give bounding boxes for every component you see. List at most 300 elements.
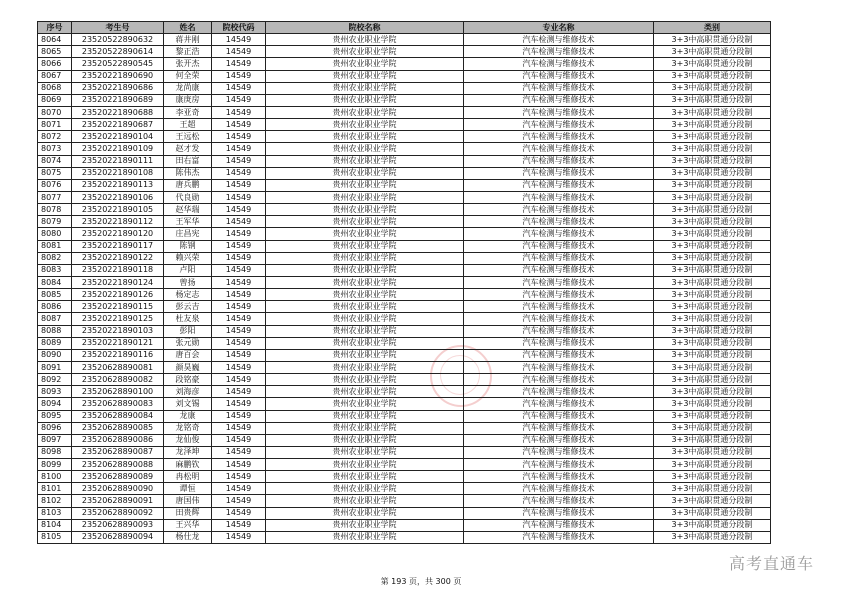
cell-exam-id: 23520221890120 [72,228,164,240]
cell-school-name: 贵州农业职业学院 [266,446,464,458]
cell-major: 汽车检测与维修技术 [464,34,654,46]
cell-seq: 8093 [38,386,72,398]
cell-name: 王军华 [164,216,212,228]
cell-name: 张元勋 [164,337,212,349]
cell-school-code: 14549 [212,228,266,240]
cell-school-code: 14549 [212,264,266,276]
cell-school-code: 14549 [212,301,266,313]
cell-seq: 8079 [38,216,72,228]
table-row [38,386,771,398]
cell-category: 3+3中高职贯通分段制 [654,410,771,422]
cell-name: 王远松 [164,131,212,143]
cell-school-code: 14549 [212,216,266,228]
cell-category: 3+3中高职贯通分段制 [654,386,771,398]
cell-exam-id: 23520628890092 [72,507,164,519]
cell-category: 3+3中高职贯通分段制 [654,191,771,203]
admission-table [37,21,771,544]
cell-major: 汽车检测与维修技术 [464,58,654,70]
cell-seq: 8097 [38,434,72,446]
table-row [38,483,771,495]
cell-name: 代良勋 [164,191,212,203]
cell-seq: 8068 [38,82,72,94]
cell-name: 唐兵鹏 [164,179,212,191]
cell-major: 汽车检测与维修技术 [464,325,654,337]
table-row [38,507,771,519]
cell-name: 龙仙俊 [164,434,212,446]
table-row [38,325,771,337]
cell-seq: 8098 [38,446,72,458]
cell-name: 刘文锡 [164,398,212,410]
cell-seq: 8077 [38,191,72,203]
cell-school-name: 贵州农业职业学院 [266,301,464,313]
cell-name: 陈伟杰 [164,167,212,179]
table-row [38,70,771,82]
cell-seq: 8092 [38,374,72,386]
cell-school-code: 14549 [212,495,266,507]
cell-exam-id: 23520628890082 [72,374,164,386]
cell-category: 3+3中高职贯通分段制 [654,167,771,179]
cell-exam-id: 23520522890545 [72,58,164,70]
cell-school-code: 14549 [212,289,266,301]
col-header-major: 专业名称 [464,22,654,34]
cell-school-name: 贵州农业职业学院 [266,459,464,471]
cell-school-name: 贵州农业职业学院 [266,361,464,373]
cell-major: 汽车检测与维修技术 [464,495,654,507]
cell-category: 3+3中高职贯通分段制 [654,301,771,313]
cell-school-code: 14549 [212,240,266,252]
cell-school-code: 14549 [212,325,266,337]
table-row [38,240,771,252]
cell-category: 3+3中高职贯通分段制 [654,361,771,373]
cell-exam-id: 23520221890687 [72,119,164,131]
cell-seq: 8094 [38,398,72,410]
table-row [38,531,771,543]
cell-name: 蒋井刚 [164,34,212,46]
cell-school-code: 14549 [212,70,266,82]
cell-school-code: 14549 [212,82,266,94]
cell-category: 3+3中高职贯通分段制 [654,46,771,58]
cell-name: 田右富 [164,155,212,167]
cell-school-name: 贵州农业职业学院 [266,228,464,240]
cell-seq: 8104 [38,519,72,531]
cell-school-code: 14549 [212,398,266,410]
cell-seq: 8065 [38,46,72,58]
cell-exam-id: 23520522890632 [72,34,164,46]
cell-category: 3+3中高职贯通分段制 [654,216,771,228]
cell-school-name: 贵州农业职业学院 [266,179,464,191]
cell-exam-id: 23520628890088 [72,459,164,471]
cell-name: 段铭豪 [164,374,212,386]
cell-school-name: 贵州农业职业学院 [266,349,464,361]
cell-school-code: 14549 [212,422,266,434]
cell-school-code: 14549 [212,531,266,543]
cell-school-code: 14549 [212,167,266,179]
table-row [38,34,771,46]
table-row [38,46,771,58]
cell-school-name: 贵州农业职业学院 [266,495,464,507]
cell-category: 3+3中高职贯通分段制 [654,94,771,106]
cell-category: 3+3中高职贯通分段制 [654,349,771,361]
cell-school-code: 14549 [212,34,266,46]
cell-name: 杜友泉 [164,313,212,325]
cell-school-code: 14549 [212,337,266,349]
table-row [38,131,771,143]
table-row [38,422,771,434]
cell-major: 汽车检测与维修技术 [464,446,654,458]
table-row [38,204,771,216]
cell-category: 3+3中高职贯通分段制 [654,398,771,410]
cell-major: 汽车检测与维修技术 [464,264,654,276]
cell-major: 汽车检测与维修技术 [464,313,654,325]
table-row [38,459,771,471]
cell-name: 谭恒 [164,483,212,495]
cell-name: 何全荣 [164,70,212,82]
cell-name: 杨定志 [164,289,212,301]
cell-category: 3+3中高职贯通分段制 [654,519,771,531]
cell-major: 汽车检测与维修技术 [464,483,654,495]
cell-major: 汽车检测与维修技术 [464,361,654,373]
cell-exam-id: 23520628890089 [72,471,164,483]
cell-school-name: 贵州农业职业学院 [266,531,464,543]
cell-name: 李亚奇 [164,106,212,118]
cell-name: 唐国伟 [164,495,212,507]
cell-school-code: 14549 [212,519,266,531]
cell-category: 3+3中高职贯通分段制 [654,495,771,507]
cell-seq: 8078 [38,204,72,216]
cell-major: 汽车检测与维修技术 [464,106,654,118]
cell-seq: 8096 [38,422,72,434]
cell-major: 汽车检测与维修技术 [464,70,654,82]
table-row [38,167,771,179]
cell-exam-id: 23520628890090 [72,483,164,495]
cell-exam-id: 23520221890113 [72,179,164,191]
cell-name: 杨仕龙 [164,531,212,543]
cell-exam-id: 23520221890126 [72,289,164,301]
cell-exam-id: 23520221890117 [72,240,164,252]
cell-category: 3+3中高职贯通分段制 [654,106,771,118]
cell-category: 3+3中高职贯通分段制 [654,422,771,434]
cell-exam-id: 23520628890094 [72,531,164,543]
cell-seq: 8089 [38,337,72,349]
cell-name: 赖兴荣 [164,252,212,264]
cell-major: 汽车检测与维修技术 [464,519,654,531]
cell-major: 汽车检测与维修技术 [464,191,654,203]
table-row [38,191,771,203]
cell-name: 卢阳 [164,264,212,276]
cell-category: 3+3中高职贯通分段制 [654,434,771,446]
cell-school-code: 14549 [212,191,266,203]
cell-seq: 8083 [38,264,72,276]
cell-exam-id: 23520628890081 [72,361,164,373]
cell-exam-id: 23520221890112 [72,216,164,228]
table-body [38,34,771,544]
cell-school-code: 14549 [212,471,266,483]
cell-exam-id: 23520221890689 [72,94,164,106]
table-row [38,361,771,373]
table-row [38,216,771,228]
cell-exam-id: 23520221890690 [72,70,164,82]
cell-seq: 8081 [38,240,72,252]
cell-major: 汽车检测与维修技术 [464,422,654,434]
cell-exam-id: 23520221890686 [72,82,164,94]
cell-major: 汽车检测与维修技术 [464,228,654,240]
cell-category: 3+3中高职贯通分段制 [654,325,771,337]
cell-name: 麻鹏钦 [164,459,212,471]
cell-major: 汽车检测与维修技术 [464,94,654,106]
cell-major: 汽车检测与维修技术 [464,143,654,155]
cell-school-code: 14549 [212,131,266,143]
cell-major: 汽车检测与维修技术 [464,374,654,386]
cell-school-name: 贵州农业职业学院 [266,94,464,106]
cell-major: 汽车检测与维修技术 [464,507,654,519]
cell-seq: 8102 [38,495,72,507]
table-row [38,179,771,191]
cell-seq: 8086 [38,301,72,313]
cell-category: 3+3中高职贯通分段制 [654,58,771,70]
col-header-seq: 序号 [38,22,72,34]
cell-school-code: 14549 [212,106,266,118]
cell-exam-id: 23520628890100 [72,386,164,398]
cell-major: 汽车检测与维修技术 [464,204,654,216]
cell-category: 3+3中高职贯通分段制 [654,531,771,543]
cell-name: 龙康 [164,410,212,422]
cell-category: 3+3中高职贯通分段制 [654,34,771,46]
cell-major: 汽车检测与维修技术 [464,337,654,349]
cell-exam-id: 23520628890086 [72,434,164,446]
cell-seq: 8099 [38,459,72,471]
cell-category: 3+3中高职贯通分段制 [654,471,771,483]
cell-category: 3+3中高职贯通分段制 [654,507,771,519]
cell-category: 3+3中高职贯通分段制 [654,264,771,276]
cell-exam-id: 23520221890118 [72,264,164,276]
table-row [38,495,771,507]
cell-exam-id: 23520221890116 [72,349,164,361]
cell-major: 汽车检测与维修技术 [464,82,654,94]
cell-name: 刘海彦 [164,386,212,398]
cell-exam-id: 23520221890105 [72,204,164,216]
table-row [38,276,771,288]
table-row [38,94,771,106]
cell-school-name: 贵州农业职业学院 [266,131,464,143]
cell-seq: 8088 [38,325,72,337]
page-footer: 第 193 页，共 300 页 [380,577,462,586]
cell-school-name: 贵州农业职业学院 [266,82,464,94]
cell-category: 3+3中高职贯通分段制 [654,70,771,82]
cell-seq: 8066 [38,58,72,70]
cell-seq: 8103 [38,507,72,519]
cell-exam-id: 23520221890125 [72,313,164,325]
cell-school-name: 贵州农业职业学院 [266,289,464,301]
table-row [38,289,771,301]
cell-seq: 8070 [38,106,72,118]
table-row [38,228,771,240]
cell-exam-id: 23520221890104 [72,131,164,143]
cell-school-name: 贵州农业职业学院 [266,119,464,131]
cell-exam-id: 23520628890091 [72,495,164,507]
cell-school-code: 14549 [212,276,266,288]
cell-name: 黎正浩 [164,46,212,58]
cell-exam-id: 23520628890093 [72,519,164,531]
table-row [38,374,771,386]
brand-watermark: 高考直通车 [728,554,814,573]
table-row [38,301,771,313]
cell-name: 康庚房 [164,94,212,106]
cell-exam-id: 23520628890083 [72,398,164,410]
cell-name: 龙铭奇 [164,422,212,434]
cell-name: 张开杰 [164,58,212,70]
cell-school-name: 贵州农业职业学院 [266,313,464,325]
cell-school-code: 14549 [212,179,266,191]
cell-exam-id: 23520221890109 [72,143,164,155]
cell-school-name: 贵州农业职业学院 [266,337,464,349]
cell-exam-id: 23520221890106 [72,191,164,203]
cell-school-name: 贵州农业职业学院 [266,374,464,386]
cell-school-code: 14549 [212,252,266,264]
cell-major: 汽车检测与维修技术 [464,252,654,264]
cell-category: 3+3中高职贯通分段制 [654,143,771,155]
cell-major: 汽车检测与维修技术 [464,46,654,58]
table-row [38,471,771,483]
cell-seq: 8069 [38,94,72,106]
cell-major: 汽车检测与维修技术 [464,410,654,422]
cell-name: 王超 [164,119,212,131]
cell-major: 汽车检测与维修技术 [464,531,654,543]
cell-category: 3+3中高职贯通分段制 [654,131,771,143]
cell-exam-id: 23520628890084 [72,410,164,422]
cell-seq: 8100 [38,471,72,483]
cell-school-code: 14549 [212,46,266,58]
cell-school-name: 贵州农业职业学院 [266,155,464,167]
cell-school-name: 贵州农业职业学院 [266,58,464,70]
cell-seq: 8087 [38,313,72,325]
cell-seq: 8101 [38,483,72,495]
cell-school-code: 14549 [212,313,266,325]
table-row [38,119,771,131]
cell-major: 汽车检测与维修技术 [464,276,654,288]
cell-school-name: 贵州农业职业学院 [266,204,464,216]
cell-name: 冉松明 [164,471,212,483]
cell-category: 3+3中高职贯通分段制 [654,204,771,216]
cell-major: 汽车检测与维修技术 [464,349,654,361]
cell-name: 龙泽坤 [164,446,212,458]
cell-seq: 8080 [38,228,72,240]
cell-major: 汽车检测与维修技术 [464,119,654,131]
cell-school-code: 14549 [212,204,266,216]
table-row [38,434,771,446]
cell-school-code: 14549 [212,483,266,495]
cell-major: 汽车检测与维修技术 [464,459,654,471]
cell-school-name: 贵州农业职业学院 [266,106,464,118]
cell-category: 3+3中高职贯通分段制 [654,228,771,240]
col-header-school-name: 院校名称 [266,22,464,34]
cell-seq: 8067 [38,70,72,82]
cell-school-name: 贵州农业职业学院 [266,70,464,82]
cell-name: 陈钢 [164,240,212,252]
cell-major: 汽车检测与维修技术 [464,216,654,228]
table-row [38,143,771,155]
cell-name: 田贵辉 [164,507,212,519]
cell-category: 3+3中高职贯通分段制 [654,179,771,191]
cell-category: 3+3中高职贯通分段制 [654,155,771,167]
cell-exam-id: 23520221890688 [72,106,164,118]
cell-school-name: 贵州农业职业学院 [266,276,464,288]
cell-school-name: 贵州农业职业学院 [266,483,464,495]
table-row [38,264,771,276]
cell-category: 3+3中高职贯通分段制 [654,252,771,264]
cell-school-name: 贵州农业职业学院 [266,46,464,58]
cell-seq: 8085 [38,289,72,301]
cell-school-code: 14549 [212,410,266,422]
cell-exam-id: 23520221890111 [72,155,164,167]
cell-category: 3+3中高职贯通分段制 [654,313,771,325]
cell-school-name: 贵州农业职业学院 [266,422,464,434]
cell-school-code: 14549 [212,459,266,471]
table-row [38,155,771,167]
cell-school-code: 14549 [212,434,266,446]
cell-major: 汽车检测与维修技术 [464,386,654,398]
cell-school-name: 贵州农业职业学院 [266,471,464,483]
table-row [38,337,771,349]
cell-category: 3+3中高职贯通分段制 [654,483,771,495]
cell-school-name: 贵州农业职业学院 [266,325,464,337]
table-row [38,313,771,325]
cell-seq: 8084 [38,276,72,288]
cell-school-code: 14549 [212,386,266,398]
cell-name: 赵才发 [164,143,212,155]
cell-seq: 8090 [38,349,72,361]
cell-exam-id: 23520628890087 [72,446,164,458]
table-row [38,519,771,531]
cell-school-code: 14549 [212,507,266,519]
cell-category: 3+3中高职贯通分段制 [654,289,771,301]
cell-major: 汽车检测与维修技术 [464,155,654,167]
cell-category: 3+3中高职贯通分段制 [654,119,771,131]
table-header [38,22,771,34]
cell-school-name: 贵州农业职业学院 [266,264,464,276]
cell-seq: 8091 [38,361,72,373]
cell-school-code: 14549 [212,349,266,361]
col-header-category: 类别 [654,22,771,34]
cell-school-code: 14549 [212,446,266,458]
cell-school-name: 贵州农业职业学院 [266,386,464,398]
cell-seq: 8072 [38,131,72,143]
table-row [38,446,771,458]
cell-seq: 8082 [38,252,72,264]
cell-school-name: 贵州农业职业学院 [266,167,464,179]
cell-name: 赵华瑞 [164,204,212,216]
cell-name: 曾扬 [164,276,212,288]
cell-school-name: 贵州农业职业学院 [266,398,464,410]
cell-exam-id: 23520221890122 [72,252,164,264]
cell-seq: 8105 [38,531,72,543]
cell-major: 汽车检测与维修技术 [464,179,654,191]
cell-school-code: 14549 [212,94,266,106]
cell-major: 汽车检测与维修技术 [464,434,654,446]
cell-exam-id: 23520221890115 [72,301,164,313]
cell-school-name: 贵州农业职业学院 [266,34,464,46]
cell-school-code: 14549 [212,143,266,155]
cell-school-name: 贵州农业职业学院 [266,240,464,252]
cell-name: 唐百会 [164,349,212,361]
cell-name: 彭阳 [164,325,212,337]
cell-category: 3+3中高职贯通分段制 [654,276,771,288]
cell-seq: 8064 [38,34,72,46]
col-header-exam-id: 考生号 [72,22,164,34]
cell-major: 汽车检测与维修技术 [464,240,654,252]
cell-school-name: 贵州农业职业学院 [266,507,464,519]
cell-category: 3+3中高职贯通分段制 [654,240,771,252]
cell-name: 王兴华 [164,519,212,531]
